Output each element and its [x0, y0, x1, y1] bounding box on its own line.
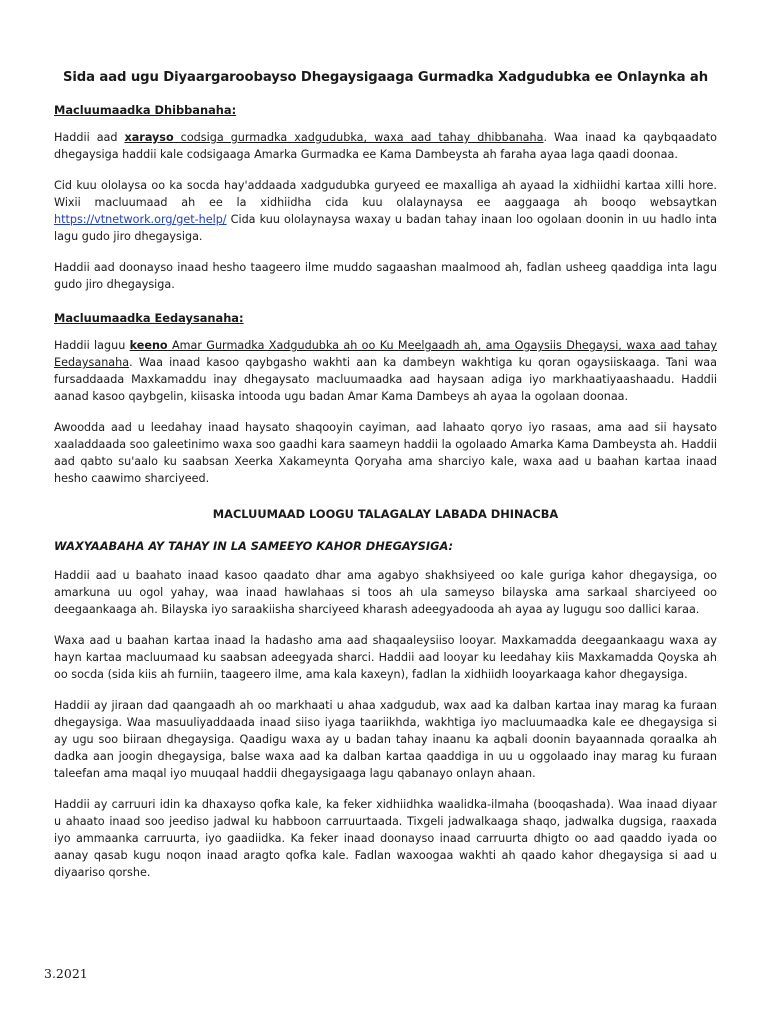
- before-hearing-paragraph-2: Waxa aad u baahan kartaa inaad la hadasho ama aad shaqaaleysiiso looyar. Maxkamadda deegaankaagu waxa ay hayn kartaa macluumaad ku saabsan adeegyada sharci. Haddii aad looyar ku leedahay kiis Maxkamadda Qoyska ah oo socda (sida kiis ah furniin, taageero ilme, ama kala kaxeyn), fadlan la xidhiidh looyarkaaga kahor dhegaysiga.: [54, 634, 717, 681]
- before-hearing-paragraph-3: Haddii ay jiraan dad qaangaadh ah oo markhaati u ahaa xadgudub, wax aad ka dalban kartaa inay marag ka furaan dhegaysiga. Waa masuuliyaddaada inaad siiso iyaga taariikhda, wakhtiga iyo macluumaadka kale ee dhegaysiga si ay ugu soo biiraan dhegaysiga. Qaadigu waxa ay u badan tahay inaanu ka aqbali doonin bayaannada qoraalka ah dadka aan joogin dhegaysiga, balse waxa aad ka dalban kartaa qaaddiga in uu u oggolaado inay marag ku furaan taleefan ama maqal iyo muuqaal haddii dhegaysigaaga lagu qabanayo onlayn ahaan.: [54, 699, 717, 780]
- victim-info-paragraph-2: [54, 177, 717, 245]
- text-run: Haddii laguu: [54, 339, 130, 352]
- help-link[interactable]: https://vtnetwork.org/get-help/: [54, 213, 227, 226]
- text-run: Haddii aad: [54, 131, 125, 144]
- text-run: . Waa inaad ka qaybqaadato dhegaysiga haddii kale codsigaaga Amarka Gurmadka ee Kama Dambeysta ah faraha ayaa laga qaadi doonaa.: [54, 131, 717, 161]
- text-run: Cid kuu ololaysa oo ka socda hay'addaada xadgudubka guryeed ee maxalliga ah ayaad la xidhiidhi kartaa xilli hore. Wixii macluumaad ah ee la xidhiidha cida kuu olalaynaysa ee aaggaaga ah booqo websaytkan: [54, 179, 717, 209]
- victim-info-heading: Macluumaadka Dhibbanaha:: [54, 103, 237, 117]
- emphasis-word: xarayso: [124, 131, 174, 144]
- before-hearing-paragraph-4: Haddii ay carruuri idin ka dhaxayso qofka kale, ka feker xidhiidhka waalidka-ilmaha (booqashada). Waa inaad diyaar u ahaato inaad soo jeediso jadwal ku habboon carruurtaada. Tixgeli jadwalkaaga shaqo, jadwalka dugsiga, raaxada iyo ammaanka carruurta, iyo gaadiidka. Ka feker inaad doonayso inaad carruurta dhigto oo aad qaaddo iyada oo aanay qasab kugu noqon inaad aragto qofka kale. Fadlan waxoogaa wakhti ah qaado kahor dhegaysiga si aad u diyaariso qorshe.: [54, 798, 717, 879]
- victim-info-paragraph-1: [54, 129, 717, 163]
- document-title: Sida aad ugu Diyaargaroobayso Dhegaysigaaga Gurmadka Xadgudubka ee Onlaynka ah: [62, 70, 709, 85]
- respondent-info-heading: Macluumaadka Eedaysanaha:: [54, 311, 244, 325]
- text-run: . Waa inaad kasoo qaybgasho wakhti aan ka dambeyn wakhtiga ku qoran ogaysiiskaaga. Tani waa fursaddaada Maxkamaddu inay dhegaysato macluumaadka aad haysaan adiga iyo markhaatiyaashaadu. Haddii aanad kasoo qaybgelin, kiisaska intooda ugu badan Amar Kama Dambeys ah ayaa la ogolaan doonaa.: [54, 356, 717, 403]
- document-content: [54, 70, 717, 895]
- both-parties-heading: MACLUUMAAD LOOGU TALAGALAY LABADA DHINACBA: [212, 507, 559, 521]
- underlined-text: codsiga gurmadka xadgudubka, waxa aad tahay dhibbanaha: [173, 131, 544, 144]
- text-run: Cida kuu ololaynaysa waxay u badan tahay inaan loo ogolaan doonin in uu hadlo inta lagu gudo jiro dhegaysiga.: [54, 213, 717, 243]
- before-hearing-paragraph-1: Haddii aad u baahato inaad kasoo qaadato dhar ama agabyo shakhsiyeed oo kale guriga kahor dhegaysiga, oo amarkuna uu ogol yahay, waa inaad hawlahaas si toos ah ula sameyso bilayska ama sarkaal sharciyeed oo deegaankaaga ah. Bilayska iyo saraakiisha sharciyeed kharash adeegyadooda ah ayaa ay lugugu soo dallici karaa.: [54, 569, 717, 616]
- before-hearing-subheading: WAXYAABAHA AY TAHAY IN LA SAMEEYO KAHOR DHEGAYSIGA:: [54, 539, 454, 553]
- footer-date: 3.2021: [44, 966, 88, 981]
- emphasis-word: keeno: [129, 339, 168, 352]
- underlined-text: Amar Gurmadka Xadgudubka ah oo Ku Meelgaadh ah, ama Ogaysiis Dhegaysi, waxa aad tahay Eedaysanaha: [54, 339, 717, 369]
- respondent-info-paragraph-2: Awoodda aad u leedahay inaad haysato shaqooyin cayiman, aad lahaato qoryo iyo rasaas, ama aad sii haysato xaaladdaada soo galeetinimo waxa soo gaadhi kara saameyn haddii la ogolaado Amarka Kama Dambeysta ah. Haddii aad qabto su'aalo ku saabsan Xeerka Xakameynta Qoryaha ama sharciyo kale, waxa aad u baahan kartaa inaad hesho caawimo sharciyeed.: [54, 421, 717, 485]
- respondent-info-paragraph-1: [54, 337, 717, 405]
- victim-info-paragraph-3: Haddii aad doonayso inaad hesho taageero ilme muddo sagaashan maalmood ah, fadlan usheeg qaaddiga inta lagu gudo jiro dhegaysiga.: [54, 261, 717, 291]
